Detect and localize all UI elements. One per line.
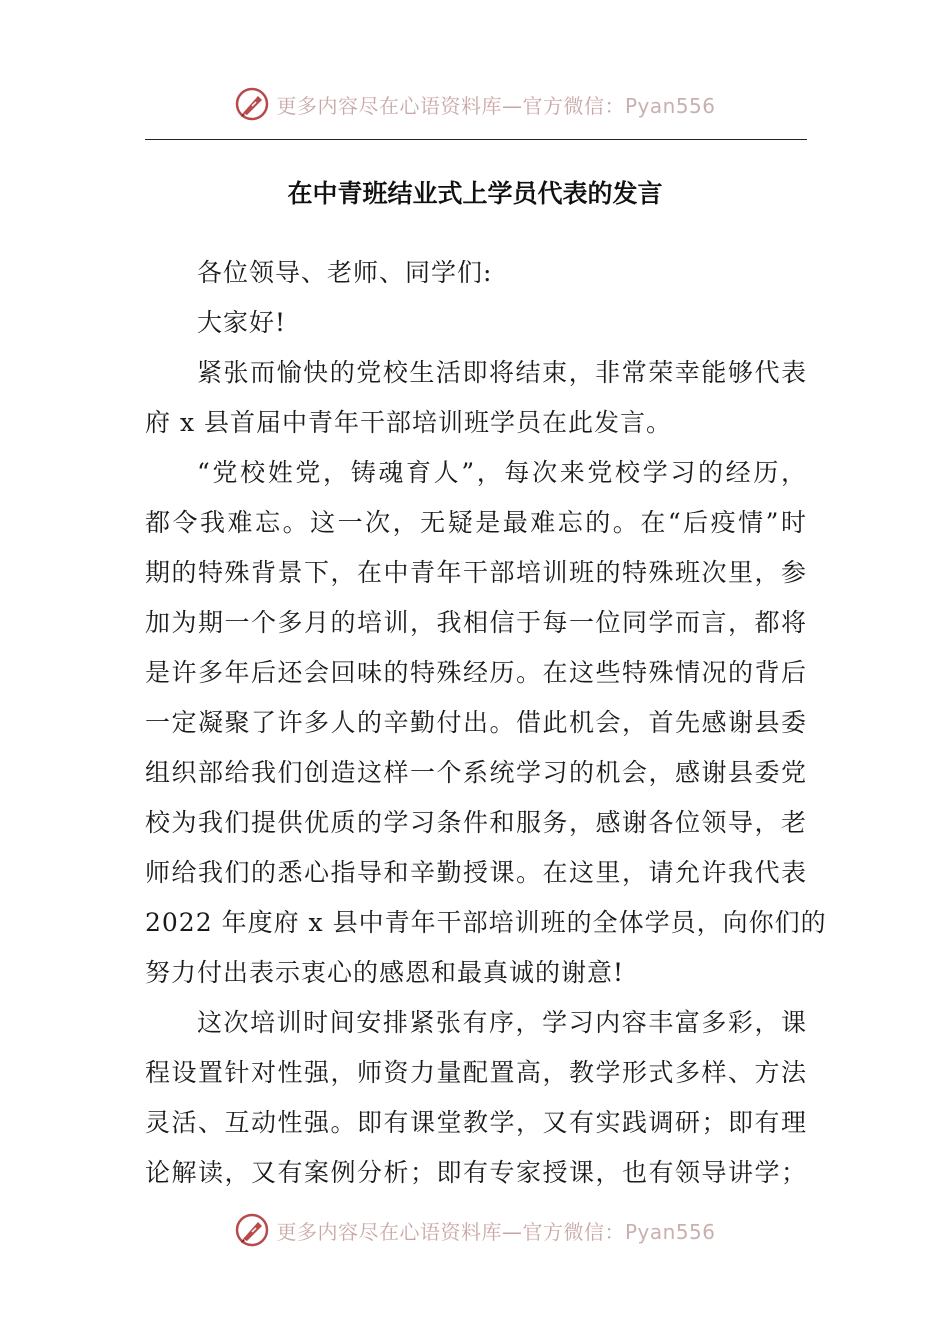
text-line: 是许多年后还会回味的特殊经历。在这些特殊情况的背后: [145, 658, 807, 687]
watermark-text: 更多内容尽在心语资料库—官方微信：: [276, 1219, 625, 1244]
text-line: 这次培训时间安排紧张有序，学习内容丰富多彩，课: [197, 1008, 807, 1037]
text-line: 灵活、互动性强。即有课堂教学，又有实践调研；即有理: [145, 1108, 807, 1137]
watermark-wechat-id: Pyan556: [624, 93, 716, 118]
text-line: 紧张而愉快的党校生活即将结束，非常荣幸能够代表: [197, 358, 807, 387]
text-line: 府 x 县首届中青年干部培训班学员在此发言。: [145, 408, 672, 437]
text-line: 加为期一个多月的培训，我相信于每一位同学而言，都将: [145, 608, 807, 637]
watermark-text: 更多内容尽在心语资料库—官方微信：: [276, 93, 625, 118]
text-line: 大家好!: [197, 308, 287, 337]
watermark-wechat-id: Pyan556: [624, 1219, 716, 1244]
text-line: 各位领导、老师、同学们:: [197, 258, 493, 287]
text-line: 校为我们提供优质的学习条件和服务，感谢各位领导，老: [145, 808, 807, 837]
page-title: 在中青班结业式上学员代表的发言: [287, 179, 663, 208]
text-line: 期的特殊背景下，在中青年干部培训班的特殊班次里，参: [145, 558, 807, 587]
text-line: 2022 年度府 x 县中青年干部培训班的全体学员，向你们的: [145, 908, 827, 937]
text-line: 努力付出表示衷心的感恩和最真诚的谢意!: [145, 958, 625, 987]
header-watermark: [0, 82, 950, 126]
text-line: 论解读，又有案例分析；即有专家授课，也有领导讲学；: [145, 1158, 807, 1187]
header-rule: [145, 139, 807, 140]
pen-nib-logo-icon: [234, 1212, 270, 1248]
text-line: 一定凝聚了许多人的辛勤付出。借此机会，首先感谢县委: [145, 708, 807, 737]
text-line: 程设置针对性强，师资力量配置高，教学形式多样、方法: [145, 1058, 807, 1087]
pen-nib-logo-icon: [234, 86, 270, 122]
text-line: 都令我难忘。这一次，无疑是最难忘的。在“后疫情”时: [145, 508, 807, 537]
text-line: “党校姓党，铸魂育人”，每次来党校学习的经历，: [197, 458, 807, 487]
footer-watermark: [0, 1208, 950, 1252]
text-line: 师给我们的悉心指导和辛勤授课。在这里，请允许我代表: [145, 858, 807, 887]
text-line: 组织部给我们创造这样一个系统学习的机会，感谢县委党: [145, 758, 807, 787]
speech-body: [145, 248, 827, 1198]
